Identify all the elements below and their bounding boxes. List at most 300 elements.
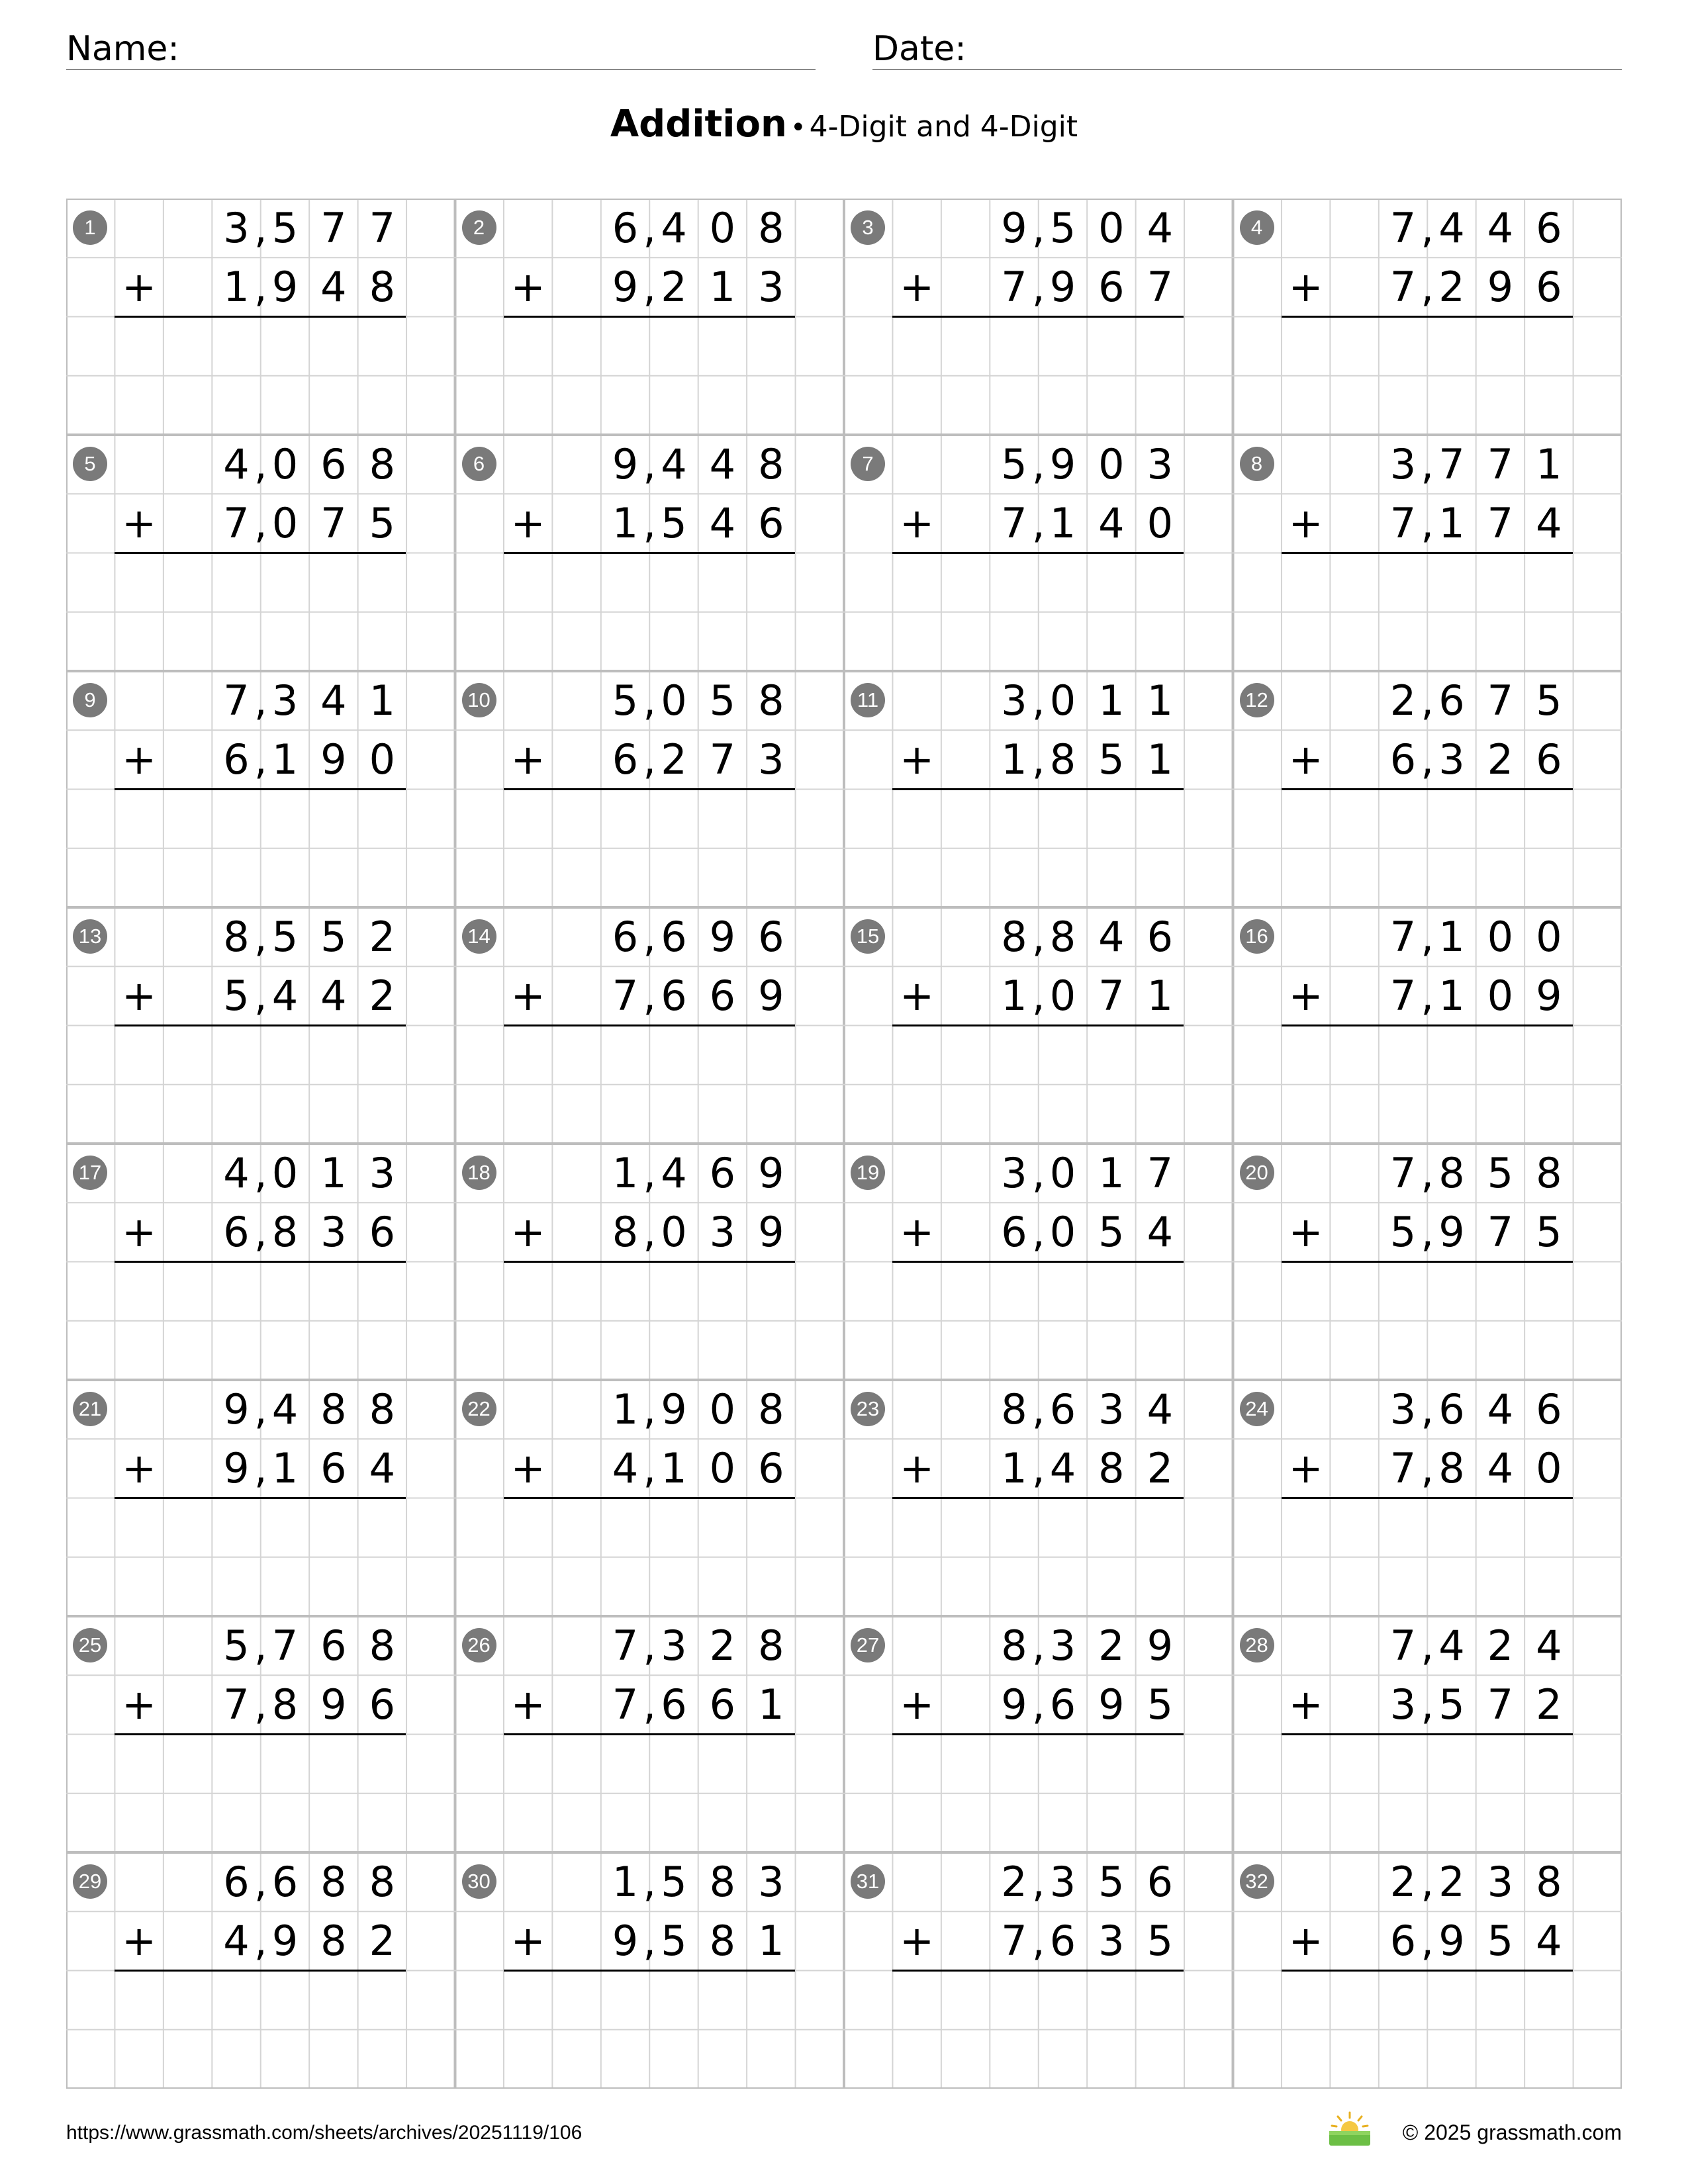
top-addend-digit: 7 — [1389, 204, 1417, 252]
answer-line — [1282, 1261, 1573, 1263]
bottom-addend-thousands-comma: , — [643, 1444, 657, 1492]
top-addend-digit: 6 — [1147, 913, 1174, 961]
top-addend-digit: 7 — [1147, 1149, 1174, 1197]
problem-15 — [844, 907, 1233, 1144]
bottom-addend-digit: 7 — [1098, 972, 1125, 1020]
problem-9 — [66, 671, 455, 907]
problem-number-badge: 15 — [851, 919, 885, 954]
bottom-addend-thousands-comma: , — [254, 1208, 267, 1256]
top-addend-digit: 6 — [320, 1621, 347, 1670]
problem-18 — [455, 1144, 845, 1380]
top-addend-thousands-comma: , — [1031, 204, 1045, 252]
top-addend-digit: 8 — [758, 440, 784, 488]
top-addend-digit: 8 — [1001, 913, 1027, 961]
problem-4 — [1233, 199, 1622, 435]
top-addend-digit: 0 — [1487, 913, 1514, 961]
problem-number-badge: 10 — [462, 683, 496, 717]
plus-sign: + — [900, 1208, 935, 1256]
bottom-addend-digit: 7 — [709, 735, 736, 784]
bottom-addend-digit: 4 — [223, 1917, 250, 1965]
top-addend-digit: 6 — [1438, 1385, 1465, 1433]
answer-line — [1282, 552, 1573, 554]
answer-area[interactable] — [115, 792, 406, 905]
bottom-addend-digit: 3 — [1389, 1680, 1417, 1729]
answer-area[interactable] — [115, 1265, 406, 1378]
bottom-addend-digit: 7 — [612, 972, 639, 1020]
problem-7 — [844, 435, 1233, 671]
answer-line — [115, 1497, 406, 1499]
answer-area[interactable] — [115, 556, 406, 669]
bottom-addend-digit: 9 — [1001, 1680, 1027, 1729]
top-addend-digit: 7 — [1487, 440, 1514, 488]
bottom-addend-digit: 4 — [320, 972, 347, 1020]
bottom-addend-digit: 9 — [271, 263, 299, 311]
top-addend-digit: 6 — [1536, 204, 1562, 252]
problem-number-badge: 13 — [73, 919, 107, 954]
problem-26 — [455, 1616, 845, 1852]
top-addend-digit: 1 — [1147, 676, 1174, 725]
answer-area[interactable] — [115, 1737, 406, 1850]
top-addend-digit: 3 — [1389, 1385, 1417, 1433]
problem-number-badge: 14 — [462, 919, 496, 954]
answer-area[interactable] — [1282, 1028, 1573, 1142]
bottom-addend-digit: 1 — [1438, 499, 1465, 547]
problem-number-badge: 25 — [73, 1628, 107, 1662]
answer-area[interactable] — [1282, 792, 1573, 905]
top-addend-digit: 0 — [709, 1385, 736, 1433]
top-addend-digit: 3 — [1487, 1858, 1514, 1906]
plus-sign: + — [122, 1680, 157, 1729]
name-field[interactable] — [66, 25, 816, 70]
bottom-addend-digit: 6 — [223, 735, 250, 784]
top-addend-digit: 1 — [1438, 913, 1465, 961]
problem-number-badge: 8 — [1240, 447, 1274, 481]
plus-sign: + — [1288, 735, 1323, 784]
problem-5 — [66, 435, 455, 671]
bottom-addend-digit: 7 — [1389, 1444, 1417, 1492]
top-addend-digit: 5 — [320, 913, 347, 961]
problem-number-badge: 9 — [73, 683, 107, 717]
bottom-addend-digit: 9 — [612, 1917, 639, 1965]
top-addend-digit: 8 — [1001, 1385, 1027, 1433]
answer-line — [1282, 1497, 1573, 1499]
top-addend-digit: 4 — [1098, 913, 1125, 961]
plus-sign: + — [510, 1444, 545, 1492]
answer-line — [892, 1261, 1184, 1263]
answer-area[interactable] — [892, 1028, 1184, 1142]
top-addend-digit: 0 — [271, 1149, 299, 1197]
top-addend-digit: 8 — [369, 440, 396, 488]
bottom-addend-thousands-comma: , — [643, 499, 657, 547]
bottom-addend-thousands-comma: , — [1031, 1444, 1045, 1492]
problem-number-badge: 29 — [73, 1864, 107, 1899]
top-addend-digit: 2 — [1389, 676, 1417, 725]
answer-area[interactable] — [1282, 1501, 1573, 1614]
bottom-addend-digit: 4 — [612, 1444, 639, 1492]
problem-28 — [1233, 1616, 1622, 1852]
plus-sign: + — [1288, 1444, 1323, 1492]
bottom-addend-digit: 7 — [1147, 263, 1174, 311]
title-subtitle: 4-Digit and 4-Digit — [809, 110, 1078, 144]
top-addend-thousands-comma: , — [1421, 1858, 1434, 1906]
bottom-addend-thousands-comma: , — [254, 1444, 267, 1492]
answer-area[interactable] — [892, 556, 1184, 669]
bottom-addend-digit: 7 — [1389, 972, 1417, 1020]
bottom-addend-digit: 1 — [1147, 735, 1174, 784]
answer-line — [1282, 1970, 1573, 1972]
top-addend-thousands-comma: , — [1031, 1858, 1045, 1906]
top-addend-digit: 6 — [1049, 1385, 1076, 1433]
answer-area[interactable] — [1282, 320, 1573, 433]
problem-number-badge: 19 — [851, 1156, 885, 1190]
bottom-addend-digit: 7 — [1389, 263, 1417, 311]
problem-31 — [844, 1852, 1233, 2089]
bottom-addend-digit: 5 — [1438, 1680, 1465, 1729]
plus-sign: + — [1288, 1917, 1323, 1965]
problem-number-badge: 32 — [1240, 1864, 1274, 1899]
bottom-addend-thousands-comma: , — [1421, 1208, 1434, 1256]
problem-2 — [455, 199, 845, 435]
answer-area[interactable] — [504, 556, 796, 669]
bottom-addend-digit: 6 — [661, 972, 687, 1020]
bottom-addend-thousands-comma: , — [1421, 1917, 1434, 1965]
problem-number-badge: 26 — [462, 1628, 496, 1662]
top-addend-digit: 9 — [612, 440, 639, 488]
bottom-addend-digit: 7 — [1389, 499, 1417, 547]
top-addend-digit: 0 — [1049, 1149, 1076, 1197]
problem-8 — [1233, 435, 1622, 671]
bottom-addend-digit: 5 — [1147, 1917, 1174, 1965]
answer-area[interactable] — [892, 320, 1184, 433]
top-addend-digit: 3 — [1389, 440, 1417, 488]
answer-line — [892, 1024, 1184, 1026]
top-addend-digit: 8 — [369, 1621, 396, 1670]
answer-line — [115, 552, 406, 554]
answer-line — [892, 1497, 1184, 1499]
bottom-addend-digit: 2 — [369, 1917, 396, 1965]
bottom-addend-digit: 5 — [1536, 1208, 1562, 1256]
top-addend-thousands-comma: , — [643, 1858, 657, 1906]
top-addend-digit: 0 — [1536, 913, 1562, 961]
bottom-addend-digit: 6 — [223, 1208, 250, 1256]
answer-line — [892, 552, 1184, 554]
top-addend-thousands-comma: , — [643, 913, 657, 961]
bottom-addend-digit: 6 — [758, 1444, 784, 1492]
top-addend-digit: 6 — [758, 913, 784, 961]
answer-area[interactable] — [504, 792, 796, 905]
top-addend-thousands-comma: , — [1421, 440, 1434, 488]
bottom-addend-digit: 4 — [1536, 1917, 1562, 1965]
answer-line — [115, 1733, 406, 1735]
top-addend-digit: 1 — [1098, 1149, 1125, 1197]
top-addend-digit: 2 — [1438, 1858, 1465, 1906]
plus-sign: + — [1288, 1208, 1323, 1256]
bottom-addend-digit: 8 — [271, 1208, 299, 1256]
plus-sign: + — [510, 499, 545, 547]
top-addend-thousands-comma: , — [1421, 913, 1434, 961]
plus-sign: + — [900, 1917, 935, 1965]
top-addend-digit: 6 — [320, 440, 347, 488]
answer-line — [504, 1024, 795, 1026]
bottom-addend-digit: 7 — [1487, 1208, 1514, 1256]
bottom-addend-digit: 9 — [223, 1444, 250, 1492]
bottom-addend-digit: 5 — [369, 499, 396, 547]
plus-sign: + — [122, 1444, 157, 1492]
problem-22 — [455, 1380, 845, 1616]
bottom-addend-digit: 1 — [758, 1917, 784, 1965]
title-main: Addition — [610, 103, 787, 146]
bottom-addend-digit: 0 — [1536, 1444, 1562, 1492]
bottom-addend-digit: 9 — [758, 972, 784, 1020]
bottom-addend-thousands-comma: , — [254, 1680, 267, 1729]
bottom-addend-digit: 7 — [1487, 1680, 1514, 1729]
top-addend-thousands-comma: , — [1031, 440, 1045, 488]
top-addend-digit: 7 — [1438, 440, 1465, 488]
answer-area[interactable] — [504, 1974, 796, 2087]
problem-number-badge: 6 — [462, 447, 496, 481]
bottom-addend-thousands-comma: , — [643, 972, 657, 1020]
answer-area[interactable] — [504, 1028, 796, 1142]
bottom-addend-digit: 2 — [1147, 1444, 1174, 1492]
problem-number-badge: 17 — [73, 1156, 107, 1190]
bottom-addend-digit: 2 — [1487, 735, 1514, 784]
bottom-addend-digit: 5 — [1098, 1208, 1125, 1256]
bottom-addend-thousands-comma: , — [1421, 1444, 1434, 1492]
top-addend-thousands-comma: , — [1421, 204, 1434, 252]
answer-area[interactable] — [504, 1501, 796, 1614]
top-addend-digit: 0 — [1098, 440, 1125, 488]
top-addend-digit: 7 — [320, 204, 347, 252]
answer-area[interactable] — [1282, 1737, 1573, 1850]
bottom-addend-digit: 9 — [1438, 1917, 1465, 1965]
bottom-addend-digit: 1 — [709, 263, 736, 311]
problem-number-badge: 1 — [73, 210, 107, 245]
bottom-addend-digit: 8 — [271, 1680, 299, 1729]
bottom-addend-digit: 0 — [709, 1444, 736, 1492]
answer-line — [504, 552, 795, 554]
bottom-addend-digit: 7 — [223, 1680, 250, 1729]
answer-area[interactable] — [1282, 556, 1573, 669]
bottom-addend-digit: 2 — [1536, 1680, 1562, 1729]
answer-area[interactable] — [1282, 1974, 1573, 2087]
top-addend-digit: 5 — [1487, 1149, 1514, 1197]
top-addend-digit: 1 — [320, 1149, 347, 1197]
bottom-addend-thousands-comma: , — [254, 1917, 267, 1965]
top-addend-digit: 8 — [758, 204, 784, 252]
answer-area[interactable] — [892, 1265, 1184, 1378]
top-addend-digit: 3 — [1001, 1149, 1027, 1197]
title-separator: • — [790, 113, 806, 143]
bottom-addend-digit: 6 — [709, 1680, 736, 1729]
answer-area[interactable] — [892, 1737, 1184, 1850]
top-addend-digit: 4 — [661, 1149, 687, 1197]
bottom-addend-thousands-comma: , — [1031, 1208, 1045, 1256]
bottom-addend-digit: 9 — [758, 1208, 784, 1256]
top-addend-digit: 6 — [612, 204, 639, 252]
top-addend-digit: 8 — [1049, 913, 1076, 961]
top-addend-thousands-comma: , — [643, 1149, 657, 1197]
bottom-addend-digit: 4 — [1147, 1208, 1174, 1256]
problem-25 — [66, 1616, 455, 1852]
bottom-addend-digit: 6 — [1098, 263, 1125, 311]
plus-sign: + — [1288, 499, 1323, 547]
bottom-addend-digit: 7 — [1001, 1917, 1027, 1965]
bottom-addend-thousands-comma: , — [1421, 263, 1434, 311]
top-addend-digit: 8 — [223, 913, 250, 961]
top-addend-digit: 3 — [661, 1621, 687, 1670]
bottom-addend-digit: 4 — [271, 972, 299, 1020]
bottom-addend-digit: 1 — [661, 1444, 687, 1492]
bottom-addend-thousands-comma: , — [1421, 1680, 1434, 1729]
bottom-addend-digit: 1 — [1147, 972, 1174, 1020]
top-addend-digit: 0 — [709, 204, 736, 252]
date-field[interactable] — [872, 25, 1622, 70]
answer-area[interactable] — [115, 1974, 406, 2087]
top-addend-digit: 4 — [1147, 204, 1174, 252]
plus-sign: + — [122, 1208, 157, 1256]
bottom-addend-digit: 6 — [320, 1444, 347, 1492]
plus-sign: + — [900, 1444, 935, 1492]
answer-line — [892, 316, 1184, 318]
problem-19 — [844, 1144, 1233, 1380]
bottom-addend-digit: 4 — [320, 263, 347, 311]
problem-20 — [1233, 1144, 1622, 1380]
top-addend-thousands-comma: , — [254, 1385, 267, 1433]
plus-sign: + — [122, 735, 157, 784]
answer-area[interactable] — [892, 792, 1184, 905]
problem-10 — [455, 671, 845, 907]
bottom-addend-digit: 6 — [1049, 1917, 1076, 1965]
top-addend-thousands-comma: , — [643, 676, 657, 725]
answer-line — [115, 1024, 406, 1026]
plus-sign: + — [900, 735, 935, 784]
top-addend-digit: 9 — [758, 1149, 784, 1197]
bottom-addend-digit: 0 — [661, 1208, 687, 1256]
top-addend-digit: 7 — [612, 1621, 639, 1670]
answer-line — [1282, 1733, 1573, 1735]
problem-number-badge: 28 — [1240, 1628, 1274, 1662]
top-addend-digit: 3 — [1147, 440, 1174, 488]
worksheet-title — [0, 103, 1688, 146]
top-addend-digit: 3 — [369, 1149, 396, 1197]
top-addend-digit: 5 — [223, 1621, 250, 1670]
top-addend-digit: 4 — [1147, 1385, 1174, 1433]
top-addend-digit: 8 — [709, 1858, 736, 1906]
bottom-addend-digit: 6 — [369, 1680, 396, 1729]
answer-area[interactable] — [892, 1974, 1184, 2087]
problem-number-badge: 18 — [462, 1156, 496, 1190]
plus-sign: + — [510, 1917, 545, 1965]
top-addend-digit: 5 — [1536, 676, 1562, 725]
top-addend-digit: 4 — [1487, 1385, 1514, 1433]
answer-area[interactable] — [115, 320, 406, 433]
answer-area[interactable] — [115, 1501, 406, 1614]
name-label: Name: — [66, 29, 179, 69]
bottom-addend-digit: 6 — [758, 499, 784, 547]
top-addend-digit: 4 — [320, 676, 347, 725]
answer-area[interactable] — [504, 1265, 796, 1378]
problem-3 — [844, 199, 1233, 435]
bottom-addend-digit: 8 — [1049, 735, 1076, 784]
answer-area[interactable] — [504, 1737, 796, 1850]
answer-area[interactable] — [892, 1501, 1184, 1614]
top-addend-digit: 6 — [1438, 676, 1465, 725]
bottom-addend-digit: 4 — [1049, 1444, 1076, 1492]
top-addend-digit: 7 — [1487, 676, 1514, 725]
bottom-addend-digit: 6 — [612, 735, 639, 784]
top-addend-digit: 5 — [271, 204, 299, 252]
problem-14 — [455, 907, 845, 1144]
top-addend-thousands-comma: , — [1421, 1621, 1434, 1670]
top-addend-digit: 5 — [1001, 440, 1027, 488]
top-addend-thousands-comma: , — [1031, 1621, 1045, 1670]
top-addend-digit: 9 — [1147, 1621, 1174, 1670]
bottom-addend-thousands-comma: , — [254, 735, 267, 784]
bottom-addend-thousands-comma: , — [254, 972, 267, 1020]
bottom-addend-digit: 1 — [223, 263, 250, 311]
bottom-addend-digit: 1 — [1049, 499, 1076, 547]
bottom-addend-digit: 6 — [1049, 1680, 1076, 1729]
bottom-addend-digit: 1 — [271, 735, 299, 784]
name-underline — [66, 69, 816, 70]
answer-area[interactable] — [1282, 1265, 1573, 1378]
answer-line — [892, 1733, 1184, 1735]
bottom-addend-digit: 9 — [320, 735, 347, 784]
bottom-addend-digit: 9 — [612, 263, 639, 311]
top-addend-digit: 6 — [223, 1858, 250, 1906]
top-addend-digit: 8 — [758, 1621, 784, 1670]
bottom-addend-digit: 8 — [612, 1208, 639, 1256]
bottom-addend-digit: 1 — [1001, 972, 1027, 1020]
bottom-addend-digit: 4 — [1098, 499, 1125, 547]
top-addend-thousands-comma: , — [1421, 1149, 1434, 1197]
bottom-addend-digit: 6 — [369, 1208, 396, 1256]
bottom-addend-digit: 4 — [1487, 1444, 1514, 1492]
top-addend-digit: 8 — [758, 1385, 784, 1433]
top-addend-digit: 8 — [1001, 1621, 1027, 1670]
plus-sign: + — [900, 263, 935, 311]
top-addend-digit: 3 — [758, 1858, 784, 1906]
top-addend-thousands-comma: , — [1421, 1385, 1434, 1433]
bottom-addend-digit: 5 — [1098, 735, 1125, 784]
top-addend-thousands-comma: , — [1031, 676, 1045, 725]
bottom-addend-digit: 8 — [369, 263, 396, 311]
grassmath-sun-logo-icon — [1327, 2110, 1373, 2147]
plus-sign: + — [510, 972, 545, 1020]
bottom-addend-digit: 3 — [709, 1208, 736, 1256]
bottom-addend-digit: 8 — [1098, 1444, 1125, 1492]
problem-27 — [844, 1616, 1233, 1852]
top-addend-digit: 0 — [1049, 676, 1076, 725]
answer-line — [504, 1261, 795, 1263]
top-addend-digit: 2 — [1487, 1621, 1514, 1670]
top-addend-digit: 0 — [1098, 204, 1125, 252]
bottom-addend-thousands-comma: , — [1031, 1917, 1045, 1965]
bottom-addend-digit: 1 — [1001, 735, 1027, 784]
top-addend-digit: 3 — [1098, 1385, 1125, 1433]
top-addend-digit: 3 — [223, 204, 250, 252]
answer-area[interactable] — [504, 320, 796, 433]
bottom-addend-digit: 0 — [1049, 972, 1076, 1020]
top-addend-thousands-comma: , — [254, 440, 267, 488]
top-addend-digit: 8 — [369, 1385, 396, 1433]
bottom-addend-thousands-comma: , — [643, 1917, 657, 1965]
bottom-addend-thousands-comma: , — [643, 263, 657, 311]
top-addend-digit: 9 — [709, 913, 736, 961]
top-addend-digit: 8 — [1536, 1858, 1562, 1906]
answer-area[interactable] — [115, 1028, 406, 1142]
top-addend-digit: 4 — [1536, 1621, 1562, 1670]
